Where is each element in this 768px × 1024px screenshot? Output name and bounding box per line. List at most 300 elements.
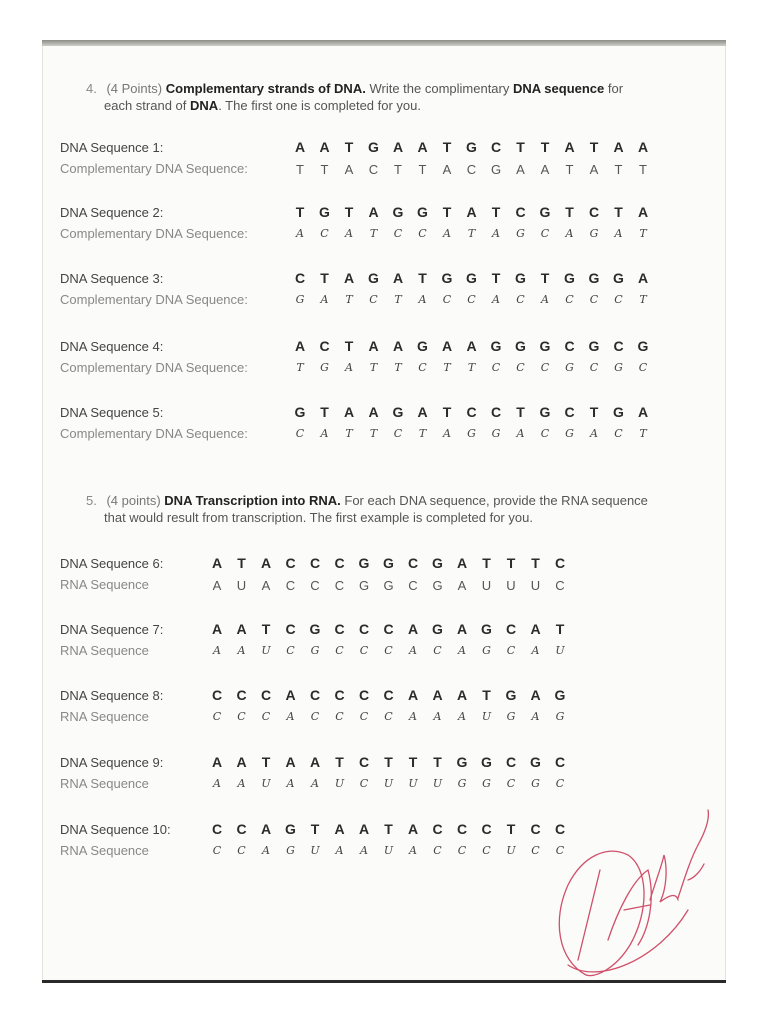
- dna-base: C: [285, 555, 296, 571]
- dna-base: G: [490, 338, 502, 354]
- dna-base: C: [554, 555, 566, 571]
- handwritten-base: C: [393, 227, 403, 240]
- dna-base: G: [368, 139, 379, 155]
- dna-base: G: [481, 754, 492, 770]
- handwritten-base: C: [482, 844, 491, 857]
- dna-base: T: [589, 139, 599, 155]
- handwritten-base: C: [433, 644, 442, 657]
- answer-base: A: [442, 162, 452, 177]
- handwritten-base: T: [369, 361, 378, 374]
- handwritten-base: A: [516, 427, 525, 440]
- dna-base: T: [491, 270, 501, 286]
- answer-base: A: [261, 578, 271, 593]
- dna-base: C: [211, 687, 223, 703]
- answer-base: G: [383, 578, 394, 593]
- dna-base: A: [309, 754, 321, 770]
- dna-base: G: [456, 754, 468, 770]
- dna-base: C: [530, 821, 541, 837]
- handwritten-base: C: [212, 710, 222, 723]
- handwritten-base: U: [334, 777, 345, 790]
- handwritten-base: G: [482, 644, 491, 657]
- handwritten-base: G: [286, 844, 295, 857]
- dna-base: A: [211, 621, 223, 637]
- dna-base: A: [530, 621, 541, 637]
- handwritten-base: C: [540, 427, 550, 440]
- dna-base: G: [432, 555, 443, 571]
- dna-base: C: [211, 821, 223, 837]
- handwritten-base: G: [614, 361, 623, 374]
- handwritten-base: G: [555, 710, 565, 723]
- question-text-line2: that would result from transcription. The first example is completed for you.: [104, 510, 533, 525]
- handwritten-base: A: [360, 844, 368, 857]
- handwritten-base: U: [432, 777, 443, 790]
- dna-base: C: [490, 139, 502, 155]
- handwritten-base: U: [261, 777, 271, 790]
- q4-dna-label-5: DNA Sequence 5:: [60, 405, 164, 420]
- dna-base: T: [482, 555, 491, 571]
- q5-dna-label-5: DNA Sequence 10:: [60, 822, 171, 837]
- dna-base: G: [481, 621, 492, 637]
- handwritten-base: C: [359, 644, 369, 657]
- answer-base: G: [490, 162, 502, 177]
- handwritten-base: A: [492, 293, 500, 306]
- q5-dna-label-3: DNA Sequence 8:: [60, 688, 164, 703]
- dna-base: A: [319, 139, 330, 155]
- handwritten-base: A: [311, 777, 319, 790]
- handwritten-base: C: [565, 293, 574, 306]
- dna-base: C: [236, 821, 247, 837]
- question-points: (4 Points): [106, 81, 163, 96]
- dna-base: C: [383, 621, 394, 637]
- dna-base: G: [319, 204, 330, 220]
- dna-base: T: [418, 270, 427, 286]
- dna-base: C: [260, 687, 272, 703]
- dna-base: T: [261, 754, 271, 770]
- handwritten-base: C: [310, 710, 320, 723]
- dna-base: A: [456, 555, 468, 571]
- answer-base: A: [540, 162, 550, 177]
- handwritten-base: T: [639, 293, 647, 306]
- dna-base: T: [516, 139, 525, 155]
- dna-base: T: [320, 270, 329, 286]
- answer-base: C: [408, 578, 418, 593]
- handwritten-base: C: [433, 844, 442, 857]
- dna-base: C: [554, 754, 566, 770]
- handwritten-base: C: [393, 427, 403, 440]
- handwritten-base: C: [467, 293, 476, 306]
- handwritten-base: G: [565, 361, 574, 374]
- dna-base: A: [392, 270, 404, 286]
- q4-dna-label-1: DNA Sequence 1:: [60, 140, 164, 155]
- q5-dna-label-4: DNA Sequence 9:: [60, 755, 164, 770]
- dna-base: G: [432, 621, 443, 637]
- answer-base: T: [394, 162, 402, 177]
- q4-dna-answer-label-5: Complementary DNA Sequence:: [60, 426, 248, 441]
- handwritten-base: G: [295, 293, 305, 306]
- handwritten-base: A: [296, 227, 304, 240]
- dna-base: A: [285, 754, 296, 770]
- handwritten-base: A: [286, 710, 295, 723]
- dna-base: T: [506, 821, 516, 837]
- dna-base: A: [211, 754, 223, 770]
- answer-base: C: [334, 578, 345, 593]
- dna-base: T: [344, 139, 354, 155]
- dna-base: T: [261, 621, 271, 637]
- dna-base: T: [384, 821, 393, 837]
- answer-base: A: [212, 578, 222, 593]
- handwritten-base: A: [335, 844, 344, 857]
- dna-base: C: [515, 204, 526, 220]
- dna-base: G: [417, 204, 428, 220]
- answer-base: T: [614, 162, 623, 177]
- answer-base: A: [457, 578, 467, 593]
- handwritten-base: T: [369, 227, 378, 240]
- answer-base: G: [432, 578, 443, 593]
- handwritten-base: A: [213, 777, 221, 790]
- dna-base: G: [515, 270, 526, 286]
- dna-base: C: [481, 821, 492, 837]
- dna-base: T: [442, 404, 452, 420]
- question-title: DNA Transcription into RNA.: [164, 493, 341, 508]
- dna-base: A: [407, 821, 419, 837]
- handwritten-base: C: [384, 644, 393, 657]
- q5-dna-label-2: DNA Sequence 7:: [60, 622, 164, 637]
- handwritten-base: C: [335, 710, 344, 723]
- dna-base: A: [260, 821, 272, 837]
- dna-base: G: [309, 621, 321, 637]
- handwritten-base: A: [458, 644, 466, 657]
- dna-base: T: [531, 555, 540, 571]
- dna-base: T: [555, 621, 565, 637]
- q5-dna-label-1: DNA Sequence 6:: [60, 556, 164, 571]
- handwritten-base: T: [443, 361, 451, 374]
- dna-base: A: [358, 821, 370, 837]
- dna-base: C: [407, 555, 419, 571]
- handwritten-base: C: [516, 361, 525, 374]
- handwritten-base: U: [408, 777, 418, 790]
- handwritten-base: G: [506, 710, 516, 723]
- dna-base: T: [320, 404, 329, 420]
- dna-base: A: [417, 139, 428, 155]
- dna-base: A: [637, 404, 649, 420]
- handwritten-base: C: [638, 361, 648, 374]
- handwritten-base: A: [409, 844, 417, 857]
- grade-signature: [538, 760, 718, 990]
- handwritten-base: C: [506, 644, 516, 657]
- handwritten-base: A: [458, 710, 466, 723]
- answer-base: A: [516, 162, 525, 177]
- handwritten-base: G: [320, 361, 329, 374]
- handwritten-base: C: [418, 361, 427, 374]
- dna-base: A: [211, 555, 223, 571]
- dna-base: C: [466, 404, 477, 420]
- dna-base: G: [539, 404, 551, 420]
- handwritten-base: T: [639, 227, 647, 240]
- dna-base: T: [614, 204, 623, 220]
- handwritten-base: T: [467, 361, 476, 374]
- dna-base: C: [383, 687, 394, 703]
- handwritten-base: T: [296, 361, 304, 374]
- dna-base: A: [368, 404, 379, 420]
- dna-base: C: [554, 821, 566, 837]
- dna-base: A: [343, 404, 355, 420]
- answer-base: A: [344, 162, 354, 177]
- dna-base: G: [539, 204, 551, 220]
- dna-base: A: [441, 338, 453, 354]
- handwritten-base: A: [541, 293, 549, 306]
- handwritten-base: C: [589, 361, 599, 374]
- dna-base: A: [407, 621, 419, 637]
- handwritten-base: C: [614, 293, 623, 306]
- handwritten-base: A: [345, 227, 353, 240]
- handwritten-base: A: [409, 710, 417, 723]
- answer-base: A: [589, 162, 599, 177]
- dna-base: A: [368, 338, 379, 354]
- handwritten-base: A: [237, 644, 246, 657]
- handwritten-base: A: [614, 227, 623, 240]
- dna-base: C: [309, 555, 321, 571]
- question-number: 5.: [86, 493, 97, 508]
- dna-base: C: [285, 621, 296, 637]
- dna-base: T: [565, 204, 574, 220]
- handwritten-base: A: [262, 844, 270, 857]
- dna-base: G: [358, 555, 370, 571]
- handwritten-base: T: [467, 227, 476, 240]
- handwritten-base: C: [286, 644, 295, 657]
- handwritten-base: A: [531, 644, 540, 657]
- handwritten-base: C: [555, 777, 565, 790]
- handwritten-base: C: [384, 710, 393, 723]
- dna-base: G: [515, 338, 526, 354]
- dna-base: A: [456, 687, 468, 703]
- dna-base: T: [408, 754, 418, 770]
- handwritten-base: C: [359, 710, 369, 723]
- handwritten-base: A: [443, 227, 451, 240]
- dna-base: T: [295, 204, 305, 220]
- dna-base: A: [613, 139, 624, 155]
- handwritten-base: A: [418, 293, 427, 306]
- dna-base: A: [285, 687, 296, 703]
- handwritten-base: G: [467, 427, 476, 440]
- dna-base: T: [310, 821, 320, 837]
- q4-dna-label-3: DNA Sequence 3:: [60, 271, 164, 286]
- handwritten-base: T: [418, 427, 427, 440]
- handwritten-base: G: [516, 227, 525, 240]
- dna-base: C: [294, 270, 306, 286]
- dna-base: A: [392, 139, 404, 155]
- answer-base: G: [358, 578, 370, 593]
- dna-base: T: [442, 204, 452, 220]
- handwritten-base: A: [565, 227, 574, 240]
- handwritten-base: C: [418, 227, 427, 240]
- dna-base: T: [540, 139, 550, 155]
- handwritten-base: C: [261, 710, 271, 723]
- handwritten-base: G: [482, 777, 491, 790]
- dna-base: G: [613, 270, 624, 286]
- dna-base: G: [383, 555, 394, 571]
- dna-base: C: [588, 204, 600, 220]
- dna-base: G: [588, 338, 600, 354]
- dna-base: G: [392, 404, 404, 420]
- dna-base: G: [285, 821, 296, 837]
- dna-base: A: [637, 270, 649, 286]
- question-4-prompt: [86, 80, 696, 114]
- handwritten-base: C: [212, 844, 222, 857]
- answer-base: T: [565, 162, 574, 177]
- answer-base: U: [236, 578, 247, 593]
- handwritten-base: A: [492, 227, 500, 240]
- handwritten-base: U: [555, 644, 565, 657]
- q5-dna-answer-label-1: RNA Sequence: [60, 577, 149, 592]
- handwritten-base: U: [506, 844, 516, 857]
- dna-base: G: [539, 338, 551, 354]
- dna-base: G: [466, 139, 477, 155]
- answer-base: C: [555, 578, 565, 593]
- handwritten-base: C: [335, 644, 344, 657]
- handwritten-base: C: [540, 361, 550, 374]
- handwritten-base: C: [531, 844, 540, 857]
- dna-base: C: [236, 687, 247, 703]
- dna-base: G: [368, 270, 379, 286]
- answer-base: C: [310, 578, 320, 593]
- dna-base: C: [334, 555, 345, 571]
- dna-base: C: [456, 821, 468, 837]
- dna-base: C: [319, 338, 330, 354]
- handwritten-base: C: [614, 427, 623, 440]
- dna-base: T: [384, 754, 393, 770]
- dna-base: A: [294, 338, 306, 354]
- answer-base: U: [481, 578, 492, 593]
- dna-base: T: [237, 555, 246, 571]
- handwritten-base: A: [433, 710, 442, 723]
- handwritten-base: A: [286, 777, 295, 790]
- handwritten-base: T: [639, 427, 647, 440]
- handwritten-base: C: [237, 710, 246, 723]
- handwritten-base: C: [491, 361, 501, 374]
- q5-dna-answer-label-2: RNA Sequence: [60, 643, 149, 658]
- handwritten-base: C: [506, 777, 516, 790]
- handwritten-base: A: [443, 427, 451, 440]
- question-number: 4.: [86, 81, 97, 96]
- handwritten-base: A: [213, 644, 221, 657]
- handwritten-base: A: [531, 710, 540, 723]
- handwritten-base: U: [383, 777, 394, 790]
- handwritten-base: C: [516, 293, 525, 306]
- answer-base: U: [530, 578, 541, 593]
- answer-base: C: [368, 162, 379, 177]
- answer-base: T: [320, 162, 329, 177]
- q4-dna-answer-label-3: Complementary DNA Sequence:: [60, 292, 248, 307]
- answer-base: T: [639, 162, 647, 177]
- dna-base: A: [392, 338, 404, 354]
- dna-base: G: [294, 404, 306, 420]
- question-title: Complementary strands of DNA.: [165, 81, 366, 96]
- dna-base: A: [343, 270, 355, 286]
- q4-dna-label-4: DNA Sequence 4:: [60, 339, 164, 354]
- dna-base: G: [466, 270, 477, 286]
- question-text: for: [607, 81, 624, 96]
- handwritten-base: U: [261, 644, 271, 657]
- dna-base: C: [505, 754, 517, 770]
- dna-base: A: [334, 821, 345, 837]
- q4-dna-answer-label-2: Complementary DNA Sequence:: [60, 226, 248, 241]
- question-5-prompt: [86, 492, 716, 526]
- question-points: (4 points): [106, 493, 161, 508]
- handwritten-base: A: [320, 427, 329, 440]
- handwritten-base: G: [531, 777, 540, 790]
- question-text: For each DNA sequence, provide the RNA sequence: [344, 493, 648, 508]
- handwritten-base: U: [383, 844, 394, 857]
- handwritten-base: G: [457, 777, 467, 790]
- handwritten-base: U: [310, 844, 320, 857]
- handwritten-base: C: [320, 227, 329, 240]
- dna-base: C: [358, 687, 370, 703]
- dna-base: G: [637, 338, 649, 354]
- dna-base: C: [564, 338, 575, 354]
- dna-base: A: [432, 687, 443, 703]
- handwritten-base: C: [359, 777, 369, 790]
- handwritten-base: C: [457, 844, 467, 857]
- q4-dna-answer-label-1: Complementary DNA Sequence:: [60, 161, 248, 176]
- dna-base: T: [442, 139, 452, 155]
- dna-base: A: [417, 404, 428, 420]
- dna-base: G: [588, 270, 600, 286]
- handwritten-base: A: [409, 644, 417, 657]
- dna-base: C: [564, 404, 575, 420]
- answer-base: C: [466, 162, 477, 177]
- dna-base: A: [236, 621, 247, 637]
- dna-base: A: [530, 687, 541, 703]
- dna-base: C: [358, 621, 370, 637]
- handwritten-base: G: [589, 227, 599, 240]
- answer-base: T: [418, 162, 427, 177]
- handwritten-base: G: [310, 644, 320, 657]
- handwritten-base: C: [369, 293, 378, 306]
- handwritten-base: T: [394, 361, 402, 374]
- question-emphasis: DNA sequence: [513, 81, 605, 96]
- dna-base: G: [564, 270, 575, 286]
- answer-base: T: [296, 162, 304, 177]
- question-text: Write the complimentary: [369, 81, 510, 96]
- dna-base: G: [417, 338, 428, 354]
- dna-base: A: [466, 338, 477, 354]
- dna-base: T: [433, 754, 442, 770]
- q5-dna-answer-label-3: RNA Sequence: [60, 709, 149, 724]
- dna-base: T: [540, 270, 550, 286]
- dna-base: G: [441, 270, 453, 286]
- dna-base: G: [554, 687, 566, 703]
- dna-base: G: [505, 687, 517, 703]
- dna-base: C: [334, 687, 345, 703]
- q4-dna-label-2: DNA Sequence 2:: [60, 205, 164, 220]
- handwritten-base: C: [589, 293, 599, 306]
- handwritten-base: C: [540, 227, 550, 240]
- handwritten-base: T: [345, 427, 353, 440]
- handwritten-base: A: [590, 427, 598, 440]
- dna-base: A: [466, 204, 477, 220]
- dna-base: A: [456, 621, 468, 637]
- handwritten-base: U: [481, 710, 492, 723]
- dna-base: A: [294, 139, 306, 155]
- dna-base: T: [335, 754, 344, 770]
- dna-base: G: [613, 404, 624, 420]
- dna-base: A: [564, 139, 575, 155]
- handwritten-base: C: [237, 844, 246, 857]
- handwritten-base: T: [369, 427, 378, 440]
- dna-base: C: [432, 821, 443, 837]
- dna-base: C: [613, 338, 624, 354]
- dna-base: T: [506, 555, 516, 571]
